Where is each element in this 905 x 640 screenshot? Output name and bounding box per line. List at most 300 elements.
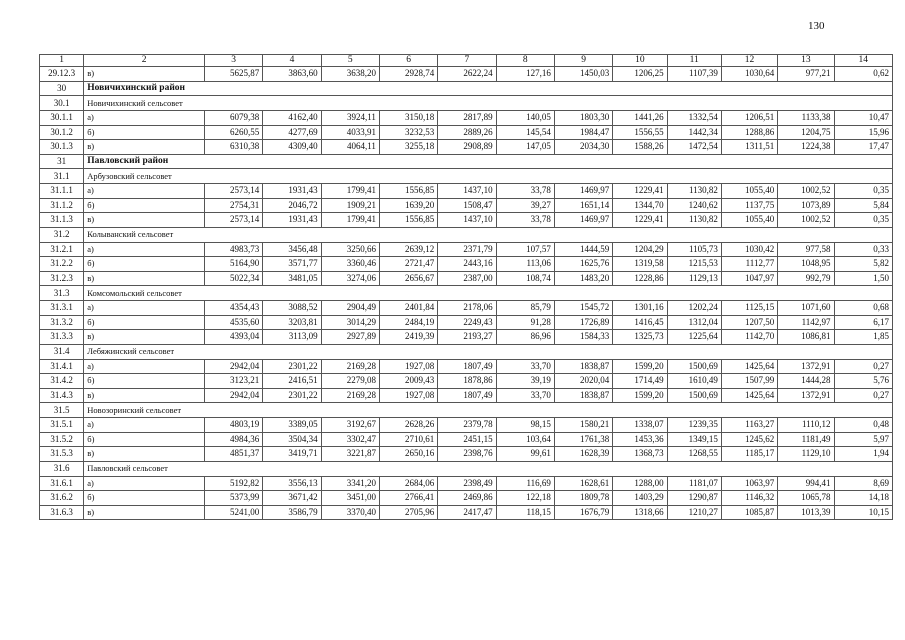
data-row <box>40 301 893 316</box>
value-cell: 33,78 <box>496 184 554 199</box>
row-code: 30.1 <box>40 96 84 111</box>
value-cell: 1726,89 <box>554 315 612 330</box>
value-cell: 977,21 <box>778 67 834 82</box>
value-cell: 2301,22 <box>263 359 321 374</box>
value-cell: 2387,00 <box>438 271 496 286</box>
row-code: 31.3 <box>40 286 84 301</box>
data-row <box>40 374 893 389</box>
value-cell: 1807,49 <box>438 388 496 403</box>
value-cell: 86,96 <box>496 330 554 345</box>
value-cell: 1628,39 <box>554 447 612 462</box>
value-cell: 39,27 <box>496 198 554 213</box>
value-cell: 2416,51 <box>263 374 321 389</box>
value-cell: 1030,42 <box>721 242 777 257</box>
column-header: 1 <box>40 55 84 67</box>
value-cell: 1290,87 <box>667 491 721 506</box>
value-cell: 1055,40 <box>721 184 777 199</box>
value-cell: 116,69 <box>496 476 554 491</box>
value-cell: 33,70 <box>496 388 554 403</box>
row-code: 31.1.1 <box>40 184 84 199</box>
value-cell: 1206,51 <box>721 111 777 126</box>
row-code: 31.3.3 <box>40 330 84 345</box>
data-row <box>40 432 893 447</box>
value-cell: 1112,77 <box>721 257 777 272</box>
row-variant: а) <box>84 184 205 199</box>
value-cell: 1,94 <box>834 447 892 462</box>
value-cell: 4064,11 <box>321 140 379 155</box>
district-row <box>40 81 893 96</box>
value-cell: 5,84 <box>834 198 892 213</box>
value-cell: 2249,43 <box>438 315 496 330</box>
data-row <box>40 388 893 403</box>
value-cell: 1311,51 <box>721 140 777 155</box>
row-variant: б) <box>84 125 205 140</box>
value-cell: 1301,16 <box>613 301 667 316</box>
value-cell: 1240,62 <box>667 198 721 213</box>
value-cell: 107,57 <box>496 242 554 257</box>
district-name: Павловский район <box>84 154 893 169</box>
value-cell: 8,69 <box>834 476 892 491</box>
value-cell: 1002,52 <box>778 213 834 228</box>
value-cell: 2279,08 <box>321 374 379 389</box>
data-row <box>40 476 893 491</box>
row-variant: в) <box>84 213 205 228</box>
value-cell: 1450,03 <box>554 67 612 82</box>
value-cell: 2942,04 <box>204 359 262 374</box>
village-council-name: Новозоринский сельсовет <box>84 403 893 418</box>
value-cell: 2705,96 <box>379 505 437 520</box>
value-cell: 1224,38 <box>778 140 834 155</box>
row-variant: б) <box>84 315 205 330</box>
village-council-name: Колыванский сельсовет <box>84 227 893 242</box>
value-cell: 1133,38 <box>778 111 834 126</box>
value-cell: 1425,64 <box>721 388 777 403</box>
value-cell: 1239,35 <box>667 418 721 433</box>
row-variant: а) <box>84 301 205 316</box>
value-cell: 1469,97 <box>554 184 612 199</box>
value-cell: 1931,43 <box>263 184 321 199</box>
value-cell: 3192,67 <box>321 418 379 433</box>
value-cell: 1349,15 <box>667 432 721 447</box>
value-cell: 1500,69 <box>667 359 721 374</box>
value-cell: 4393,04 <box>204 330 262 345</box>
value-cell: 5241,00 <box>204 505 262 520</box>
column-header: 9 <box>554 55 612 67</box>
value-cell: 1215,53 <box>667 257 721 272</box>
value-cell: 2417,47 <box>438 505 496 520</box>
row-code: 31.1 <box>40 169 84 184</box>
value-cell: 0,33 <box>834 242 892 257</box>
row-variant: а) <box>84 476 205 491</box>
value-cell: 1508,47 <box>438 198 496 213</box>
value-cell: 122,18 <box>496 491 554 506</box>
value-cell: 1599,20 <box>613 359 667 374</box>
value-cell: 1453,36 <box>613 432 667 447</box>
row-variant: б) <box>84 491 205 506</box>
value-cell: 1086,81 <box>778 330 834 345</box>
row-code: 31.4.1 <box>40 359 84 374</box>
value-cell: 0,27 <box>834 388 892 403</box>
value-cell: 1105,73 <box>667 242 721 257</box>
value-cell: 1403,29 <box>613 491 667 506</box>
value-cell: 103,64 <box>496 432 554 447</box>
value-cell: 5,97 <box>834 432 892 447</box>
value-cell: 2169,28 <box>321 359 379 374</box>
value-cell: 113,06 <box>496 257 554 272</box>
value-cell: 1556,85 <box>379 184 437 199</box>
village-row <box>40 344 893 359</box>
row-code: 29.12.3 <box>40 67 84 82</box>
row-code: 31 <box>40 154 84 169</box>
row-code: 30 <box>40 81 84 96</box>
value-cell: 3232,53 <box>379 125 437 140</box>
value-cell: 1338,07 <box>613 418 667 433</box>
value-cell: 3274,06 <box>321 271 379 286</box>
row-variant: а) <box>84 242 205 257</box>
value-cell: 6,17 <box>834 315 892 330</box>
row-code: 30.1.1 <box>40 111 84 126</box>
village-row <box>40 169 893 184</box>
value-cell: 4354,43 <box>204 301 262 316</box>
value-cell: 1803,30 <box>554 111 612 126</box>
value-cell: 2573,14 <box>204 213 262 228</box>
value-cell: 2178,06 <box>438 301 496 316</box>
value-cell: 3250,66 <box>321 242 379 257</box>
village-row <box>40 96 893 111</box>
value-cell: 1838,87 <box>554 359 612 374</box>
value-cell: 1146,32 <box>721 491 777 506</box>
value-cell: 14,18 <box>834 491 892 506</box>
value-cell: 3370,40 <box>321 505 379 520</box>
row-variant: б) <box>84 257 205 272</box>
value-cell: 1927,08 <box>379 359 437 374</box>
value-cell: 3863,60 <box>263 67 321 82</box>
value-cell: 2020,04 <box>554 374 612 389</box>
column-header: 13 <box>778 55 834 67</box>
village-council-name: Лебяжинский сельсовет <box>84 344 893 359</box>
value-cell: 5,82 <box>834 257 892 272</box>
value-cell: 4984,36 <box>204 432 262 447</box>
value-cell: 2034,30 <box>554 140 612 155</box>
row-code: 31.4.3 <box>40 388 84 403</box>
value-cell: 1181,49 <box>778 432 834 447</box>
value-cell: 1344,70 <box>613 198 667 213</box>
value-cell: 2650,16 <box>379 447 437 462</box>
value-cell: 1002,52 <box>778 184 834 199</box>
value-cell: 1130,82 <box>667 184 721 199</box>
value-cell: 3571,77 <box>263 257 321 272</box>
data-row <box>40 418 893 433</box>
row-variant: в) <box>84 505 205 520</box>
row-code: 31.3.1 <box>40 301 84 316</box>
row-code: 31.2.2 <box>40 257 84 272</box>
column-header: 4 <box>263 55 321 67</box>
column-header: 12 <box>721 55 777 67</box>
row-code: 31.6 <box>40 461 84 476</box>
value-cell: 4162,40 <box>263 111 321 126</box>
value-cell: 1129,13 <box>667 271 721 286</box>
value-cell: 4535,60 <box>204 315 262 330</box>
row-code: 31.2.3 <box>40 271 84 286</box>
value-cell: 1628,61 <box>554 476 612 491</box>
value-cell: 5164,90 <box>204 257 262 272</box>
value-cell: 2904,49 <box>321 301 379 316</box>
value-cell: 2639,12 <box>379 242 437 257</box>
value-cell: 2401,84 <box>379 301 437 316</box>
data-row <box>40 67 893 82</box>
column-header: 6 <box>379 55 437 67</box>
value-cell: 2656,67 <box>379 271 437 286</box>
value-cell: 10,47 <box>834 111 892 126</box>
value-cell: 0,35 <box>834 213 892 228</box>
value-cell: 2451,15 <box>438 432 496 447</box>
value-cell: 1580,21 <box>554 418 612 433</box>
data-row <box>40 257 893 272</box>
value-cell: 1229,41 <box>613 184 667 199</box>
row-variant: в) <box>84 388 205 403</box>
value-cell: 140,05 <box>496 111 554 126</box>
value-cell: 1368,73 <box>613 447 667 462</box>
value-cell: 1444,59 <box>554 242 612 257</box>
value-cell: 1204,75 <box>778 125 834 140</box>
value-cell: 0,68 <box>834 301 892 316</box>
value-cell: 1181,07 <box>667 476 721 491</box>
row-code: 31.4 <box>40 344 84 359</box>
value-cell: 1065,78 <box>778 491 834 506</box>
value-cell: 1047,97 <box>721 271 777 286</box>
village-row <box>40 403 893 418</box>
value-cell: 4983,73 <box>204 242 262 257</box>
row-variant: а) <box>84 418 205 433</box>
data-row <box>40 359 893 374</box>
value-cell: 3389,05 <box>263 418 321 433</box>
value-cell: 3586,79 <box>263 505 321 520</box>
value-cell: 1651,14 <box>554 198 612 213</box>
value-cell: 85,79 <box>496 301 554 316</box>
value-cell: 2628,26 <box>379 418 437 433</box>
value-cell: 1210,27 <box>667 505 721 520</box>
village-council-name: Новичихинский сельсовет <box>84 96 893 111</box>
value-cell: 1556,55 <box>613 125 667 140</box>
data-row <box>40 330 893 345</box>
value-cell: 1931,43 <box>263 213 321 228</box>
row-variant: в) <box>84 140 205 155</box>
value-cell: 3123,21 <box>204 374 262 389</box>
value-cell: 1063,97 <box>721 476 777 491</box>
column-header: 8 <box>496 55 554 67</box>
row-variant: в) <box>84 271 205 286</box>
value-cell: 1545,72 <box>554 301 612 316</box>
row-variant: а) <box>84 111 205 126</box>
district-row <box>40 154 893 169</box>
village-council-name: Павловский сельсовет <box>84 461 893 476</box>
value-cell: 145,54 <box>496 125 554 140</box>
value-cell: 5022,34 <box>204 271 262 286</box>
value-cell: 1799,41 <box>321 184 379 199</box>
row-code: 31.6.3 <box>40 505 84 520</box>
value-cell: 1807,49 <box>438 359 496 374</box>
value-cell: 1055,40 <box>721 213 777 228</box>
column-header-row <box>40 55 893 67</box>
data-row <box>40 111 893 126</box>
row-code: 30.1.3 <box>40 140 84 155</box>
row-code: 31.6.1 <box>40 476 84 491</box>
value-cell: 1838,87 <box>554 388 612 403</box>
value-cell: 33,70 <box>496 359 554 374</box>
value-cell: 3150,18 <box>379 111 437 126</box>
value-cell: 1202,24 <box>667 301 721 316</box>
value-cell: 3419,71 <box>263 447 321 462</box>
value-cell: 2046,72 <box>263 198 321 213</box>
value-cell: 1332,54 <box>667 111 721 126</box>
value-cell: 992,79 <box>778 271 834 286</box>
data-row <box>40 184 893 199</box>
row-variant: в) <box>84 330 205 345</box>
row-variant: в) <box>84 447 205 462</box>
value-cell: 6079,38 <box>204 111 262 126</box>
value-cell: 1469,97 <box>554 213 612 228</box>
value-cell: 1073,89 <box>778 198 834 213</box>
value-cell: 3203,81 <box>263 315 321 330</box>
village-row <box>40 286 893 301</box>
column-header: 14 <box>834 55 892 67</box>
value-cell: 5373,99 <box>204 491 262 506</box>
value-cell: 4851,37 <box>204 447 262 462</box>
value-cell: 1584,33 <box>554 330 612 345</box>
value-cell: 99,61 <box>496 447 554 462</box>
value-cell: 1809,78 <box>554 491 612 506</box>
value-cell: 1444,28 <box>778 374 834 389</box>
value-cell: 1030,64 <box>721 67 777 82</box>
value-cell: 1610,49 <box>667 374 721 389</box>
value-cell: 1013,39 <box>778 505 834 520</box>
value-cell: 0,35 <box>834 184 892 199</box>
value-cell: 1048,95 <box>778 257 834 272</box>
row-code: 31.1.3 <box>40 213 84 228</box>
village-row <box>40 227 893 242</box>
value-cell: 6260,55 <box>204 125 262 140</box>
value-cell: 2469,86 <box>438 491 496 506</box>
value-cell: 1071,60 <box>778 301 834 316</box>
value-cell: 1588,26 <box>613 140 667 155</box>
value-cell: 3456,48 <box>263 242 321 257</box>
value-cell: 1142,97 <box>778 315 834 330</box>
value-cell: 3481,05 <box>263 271 321 286</box>
page-number: 130 <box>808 20 825 32</box>
value-cell: 1325,73 <box>613 330 667 345</box>
row-variant: а) <box>84 359 205 374</box>
value-cell: 1318,66 <box>613 505 667 520</box>
value-cell: 1472,54 <box>667 140 721 155</box>
column-header: 10 <box>613 55 667 67</box>
value-cell: 2754,31 <box>204 198 262 213</box>
value-cell: 1761,38 <box>554 432 612 447</box>
row-code: 30.1.2 <box>40 125 84 140</box>
value-cell: 1507,99 <box>721 374 777 389</box>
value-cell: 108,74 <box>496 271 554 286</box>
district-name: Новичихинский район <box>84 81 893 96</box>
column-header: 11 <box>667 55 721 67</box>
value-cell: 3014,29 <box>321 315 379 330</box>
value-cell: 1372,91 <box>778 388 834 403</box>
value-cell: 1500,69 <box>667 388 721 403</box>
value-cell: 1206,25 <box>613 67 667 82</box>
row-code: 31.6.2 <box>40 491 84 506</box>
data-row <box>40 447 893 462</box>
value-cell: 5625,87 <box>204 67 262 82</box>
value-cell: 1625,76 <box>554 257 612 272</box>
value-cell: 1,85 <box>834 330 892 345</box>
value-cell: 1799,41 <box>321 213 379 228</box>
value-cell: 1,50 <box>834 271 892 286</box>
value-cell: 2009,43 <box>379 374 437 389</box>
value-cell: 1437,10 <box>438 184 496 199</box>
value-cell: 1185,17 <box>721 447 777 462</box>
value-cell: 1207,50 <box>721 315 777 330</box>
value-cell: 2169,28 <box>321 388 379 403</box>
value-cell: 3341,20 <box>321 476 379 491</box>
column-header: 3 <box>204 55 262 67</box>
column-header: 5 <box>321 55 379 67</box>
value-cell: 3255,18 <box>379 140 437 155</box>
value-cell: 33,78 <box>496 213 554 228</box>
row-variant: б) <box>84 374 205 389</box>
value-cell: 2484,19 <box>379 315 437 330</box>
value-cell: 0,27 <box>834 359 892 374</box>
value-cell: 6310,38 <box>204 140 262 155</box>
value-cell: 2419,39 <box>379 330 437 345</box>
value-cell: 2889,26 <box>438 125 496 140</box>
value-cell: 4309,40 <box>263 140 321 155</box>
value-cell: 1225,64 <box>667 330 721 345</box>
village-council-name: Комсомольский сельсовет <box>84 286 893 301</box>
value-cell: 1125,15 <box>721 301 777 316</box>
value-cell: 2193,27 <box>438 330 496 345</box>
value-cell: 1437,10 <box>438 213 496 228</box>
value-cell: 17,47 <box>834 140 892 155</box>
value-cell: 1984,47 <box>554 125 612 140</box>
value-cell: 91,28 <box>496 315 554 330</box>
value-cell: 4277,69 <box>263 125 321 140</box>
value-cell: 3671,42 <box>263 491 321 506</box>
value-cell: 1288,86 <box>721 125 777 140</box>
value-cell: 98,15 <box>496 418 554 433</box>
value-cell: 2301,22 <box>263 388 321 403</box>
value-cell: 1129,10 <box>778 447 834 462</box>
value-cell: 0,62 <box>834 67 892 82</box>
value-cell: 2684,06 <box>379 476 437 491</box>
row-variant: б) <box>84 432 205 447</box>
data-row <box>40 315 893 330</box>
value-cell: 1483,20 <box>554 271 612 286</box>
value-cell: 118,15 <box>496 505 554 520</box>
value-cell: 3088,52 <box>263 301 321 316</box>
column-header: 2 <box>84 55 205 67</box>
value-cell: 1441,26 <box>613 111 667 126</box>
row-code: 31.4.2 <box>40 374 84 389</box>
value-cell: 1416,45 <box>613 315 667 330</box>
data-table <box>39 54 893 520</box>
value-cell: 2379,78 <box>438 418 496 433</box>
value-cell: 2817,89 <box>438 111 496 126</box>
value-cell: 2927,89 <box>321 330 379 345</box>
value-cell: 1107,39 <box>667 67 721 82</box>
value-cell: 2710,61 <box>379 432 437 447</box>
value-cell: 39,19 <box>496 374 554 389</box>
value-cell: 2908,89 <box>438 140 496 155</box>
value-cell: 1163,27 <box>721 418 777 433</box>
row-code: 31.5.3 <box>40 447 84 462</box>
